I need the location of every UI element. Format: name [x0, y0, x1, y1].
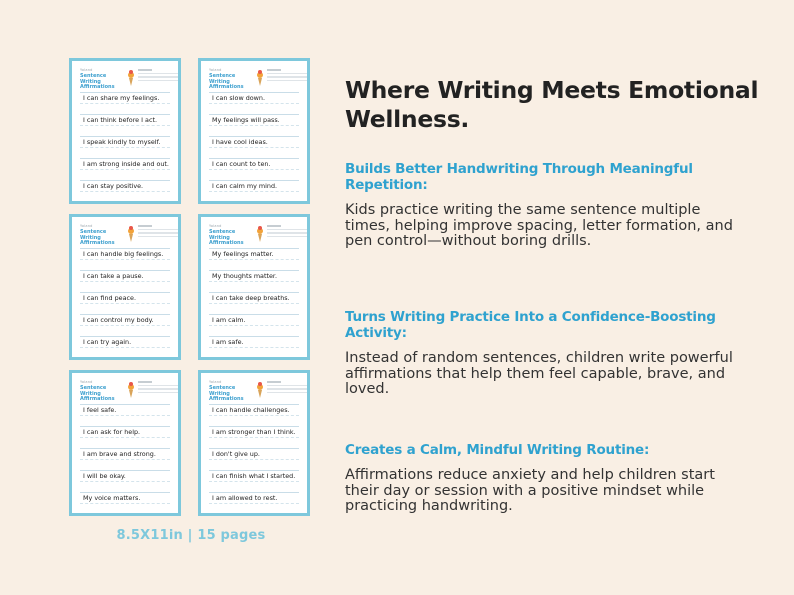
writing-row — [80, 492, 170, 514]
writing-row — [209, 114, 299, 136]
ice-cream-icon — [128, 72, 134, 86]
affirmation-line: I am safe. — [212, 338, 244, 346]
writing-row — [209, 426, 299, 448]
worksheet-title: Sentence Writing Affirmations — [209, 229, 244, 246]
writing-row — [209, 492, 299, 514]
writing-row — [209, 470, 299, 492]
affirmation-line: I am brave and strong. — [83, 450, 156, 458]
affirmation-line: I can share my feelings. — [83, 94, 160, 102]
affirmation-line: I can stay positive. — [83, 182, 144, 190]
writing-row — [80, 136, 170, 158]
affirmation-line: I speak kindly to myself. — [83, 138, 161, 146]
worksheet-brand: Yoland — [80, 380, 93, 384]
worksheet-brand: Yoland — [80, 224, 93, 228]
section-title: Creates a Calm, Mindful Writing Routine: — [345, 442, 650, 458]
page-title: Where Writing Meets Emotional Wellness. — [345, 76, 759, 133]
writing-row — [209, 92, 299, 114]
size-pages-caption: 8.5X11in | 15 pages — [116, 528, 266, 543]
affirmation-line: I can ask for help. — [83, 428, 141, 436]
writing-row — [80, 336, 170, 358]
writing-row — [80, 426, 170, 448]
ice-cream-icon — [257, 72, 263, 86]
instructions-text-lines — [138, 69, 180, 83]
worksheet-page-5 — [69, 370, 181, 516]
section-title: Turns Writing Practice Into a Confidence-Boosting Activity: — [345, 309, 716, 341]
affirmation-line: I don't give up. — [212, 450, 260, 458]
affirmation-line: I can try again. — [83, 338, 132, 346]
instructions-text-lines — [138, 225, 180, 239]
section-body: Instead of random sentences, children write powerful affirmations that help them feel capable, brave, and loved. — [345, 350, 733, 397]
writing-row — [209, 404, 299, 426]
affirmation-line: I am allowed to rest. — [212, 494, 278, 502]
feature-panel — [345, 76, 765, 514]
affirmation-line: I can think before I act. — [83, 116, 158, 124]
feature-section-handwriting — [345, 161, 745, 250]
writing-row — [209, 248, 299, 270]
instructions-text-lines — [267, 381, 309, 395]
writing-row — [80, 292, 170, 314]
affirmation-line: I can count to ten. — [212, 160, 271, 168]
writing-row — [80, 248, 170, 270]
ice-cream-icon — [128, 228, 134, 242]
worksheet-page-2 — [198, 58, 310, 204]
writing-row — [209, 336, 299, 358]
worksheet-title: Sentence Writing Affirmations — [209, 385, 244, 402]
writing-row — [80, 470, 170, 492]
affirmation-line: I am calm. — [212, 316, 246, 324]
writing-row — [80, 404, 170, 426]
feature-section-confidence — [345, 309, 745, 398]
writing-row — [209, 158, 299, 180]
worksheet-preview-grid — [69, 58, 313, 520]
writing-row — [80, 448, 170, 470]
instructions-text-lines — [267, 69, 309, 83]
worksheet-page-6 — [198, 370, 310, 516]
writing-row — [209, 448, 299, 470]
writing-row — [80, 180, 170, 202]
worksheet-brand: Yoland — [80, 68, 93, 72]
affirmation-line: I feel safe. — [83, 406, 117, 414]
writing-row — [209, 136, 299, 158]
affirmation-line: My voice matters. — [83, 494, 141, 502]
worksheet-header — [80, 223, 172, 247]
instructions-text-lines — [138, 381, 180, 395]
writing-row — [80, 114, 170, 136]
worksheet-title: Sentence Writing Affirmations — [80, 385, 115, 402]
writing-row — [80, 158, 170, 180]
affirmation-line: I can calm my mind. — [212, 182, 278, 190]
ice-cream-icon — [128, 384, 134, 398]
affirmation-line: I can find peace. — [83, 294, 136, 302]
instructions-text-lines — [267, 225, 309, 239]
worksheet-title: Sentence Writing Affirmations — [80, 229, 115, 246]
affirmation-line: My thoughts matter. — [212, 272, 277, 280]
affirmation-line: I can finish what I started. — [212, 472, 296, 480]
writing-row — [209, 180, 299, 202]
writing-row — [80, 270, 170, 292]
worksheet-brand: Yoland — [209, 224, 222, 228]
affirmation-line: I have cool ideas. — [212, 138, 268, 146]
worksheet-header — [80, 379, 172, 403]
worksheet-brand: Yoland — [209, 68, 222, 72]
section-body: Affirmations reduce anxiety and help children start their day or session with a positive mindset while practicing handwriting. — [345, 467, 715, 514]
affirmation-line: I can handle big feelings. — [83, 250, 164, 258]
affirmation-line: I can control my body. — [83, 316, 154, 324]
worksheet-page-3 — [69, 214, 181, 360]
section-title: Builds Better Handwriting Through Meaningful Repetition: — [345, 161, 693, 193]
affirmation-line: I am strong inside and out. — [83, 160, 169, 168]
worksheet-page-1 — [69, 58, 181, 204]
worksheet-title: Sentence Writing Affirmations — [80, 73, 115, 90]
affirmation-line: I will be okay. — [83, 472, 126, 480]
writing-row — [209, 314, 299, 336]
writing-row — [209, 270, 299, 292]
worksheet-header — [209, 67, 301, 91]
writing-row — [209, 292, 299, 314]
affirmation-line: I can take a pause. — [83, 272, 144, 280]
affirmation-line: I can slow down. — [212, 94, 265, 102]
worksheet-page-4 — [198, 214, 310, 360]
affirmation-line: I am stronger than I think. — [212, 428, 296, 436]
affirmation-line: My feelings matter. — [212, 250, 274, 258]
affirmation-line: My feelings will pass. — [212, 116, 280, 124]
affirmation-line: I can take deep breaths. — [212, 294, 290, 302]
worksheet-header — [209, 223, 301, 247]
ice-cream-icon — [257, 384, 263, 398]
worksheet-brand: Yoland — [209, 380, 222, 384]
worksheet-title: Sentence Writing Affirmations — [209, 73, 244, 90]
worksheet-header — [80, 67, 172, 91]
ice-cream-icon — [257, 228, 263, 242]
section-body: Kids practice writing the same sentence multiple times, helping improve spacing, letter formation, and pen control—without boring drills. — [345, 202, 733, 249]
writing-row — [80, 314, 170, 336]
feature-section-routine — [345, 442, 745, 515]
affirmation-line: I can handle challenges. — [212, 406, 290, 414]
worksheet-header — [209, 379, 301, 403]
writing-row — [80, 92, 170, 114]
